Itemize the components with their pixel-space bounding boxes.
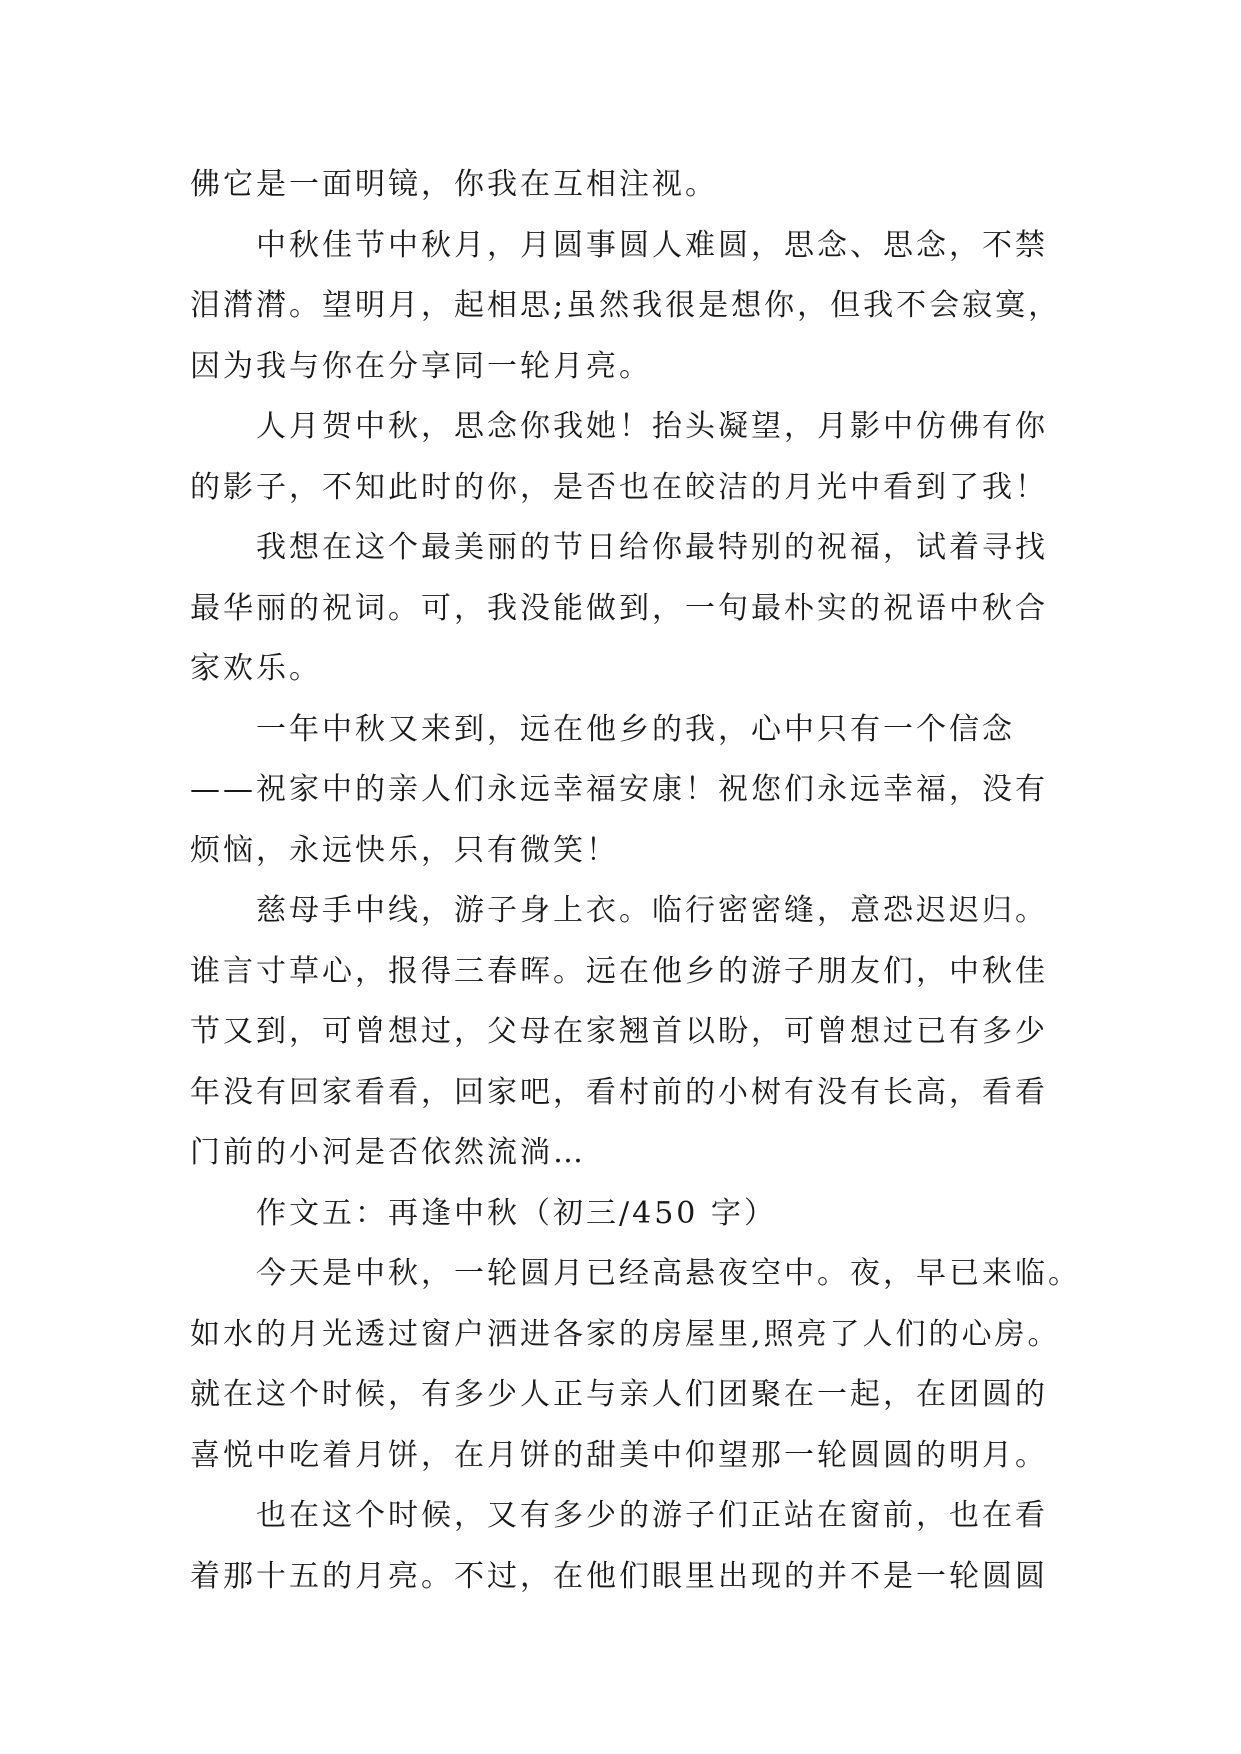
text-line: 喜悦中吃着月饼，在月饼的甜美中仰望那一轮圆圆的明月。 bbox=[190, 1437, 1048, 1473]
text-line: 谁言寸草心，报得三春晖。远在他乡的游子朋友们，中秋佳 bbox=[190, 953, 1048, 989]
text-line: 作文五：再逢中秋（初三/450 字） bbox=[256, 1195, 777, 1231]
text-line: 年没有回家看看，回家吧，看村前的小树有没有长高，看看 bbox=[190, 1074, 1048, 1110]
text-line: 我想在这个最美丽的节日给你最特别的祝福，试着寻找 bbox=[256, 530, 1048, 565]
text-line: 也在这个时候，又有多少的游子们正站在窗前，也在看 bbox=[256, 1498, 1048, 1533]
text-line: 就在这个时候，有多少人正与亲人们团聚在一起，在团圆的 bbox=[190, 1377, 1048, 1412]
text-line: 今天是中秋，一轮圆月已经高悬夜空中。夜，早已来临。 bbox=[256, 1256, 1081, 1291]
document-body bbox=[190, 155, 1090, 1607]
text-line: 家欢乐。 bbox=[190, 651, 322, 686]
text-line: 慈母手中线，游子身上衣。临行密密缝，意恐迟迟归。 bbox=[256, 893, 1048, 928]
text-line: 如水的月光透过窗户洒进各家的房屋里,照亮了人们的心房。 bbox=[190, 1316, 1061, 1352]
text-line: 泪潸潸。望明月，起相思;虽然我很是想你，但我不会寂寞， bbox=[190, 288, 1062, 323]
text-line: 烦恼，永远快乐，只有微笑！ bbox=[190, 832, 619, 868]
text-line: 人月贺中秋，思念你我她！抬头凝望，月影中仿佛有你 bbox=[256, 409, 1048, 444]
text-line: 节又到，可曾想过，父母在家翘首以盼，可曾想过已有多少 bbox=[190, 1014, 1048, 1049]
text-line: ——祝家中的亲人们永远幸福安康！祝您们永远幸福，没有 bbox=[190, 772, 1048, 807]
text-line: 着那十五的月亮。不过，在他们眼里出现的并不是一轮圆圆 bbox=[190, 1558, 1048, 1594]
text-line: 的影子，不知此时的你，是否也在皎洁的月光中看到了我！ bbox=[190, 469, 1048, 505]
text-line: 因为我与你在分享同一轮月亮。 bbox=[190, 348, 652, 384]
text-line: 佛它是一面明镜，你我在互相注视。 bbox=[190, 167, 718, 202]
text-line: 最华丽的祝词。可，我没能做到，一句最朴实的祝语中秋合 bbox=[190, 590, 1048, 626]
text-line: 一年中秋又来到，远在他乡的我，心中只有一个信念 bbox=[256, 711, 1015, 747]
text-line: 门前的小河是否依然流淌… bbox=[190, 1135, 586, 1170]
text-line: 中秋佳节中秋月，月圆事圆人难圆，思念、思念，不禁 bbox=[256, 227, 1048, 263]
